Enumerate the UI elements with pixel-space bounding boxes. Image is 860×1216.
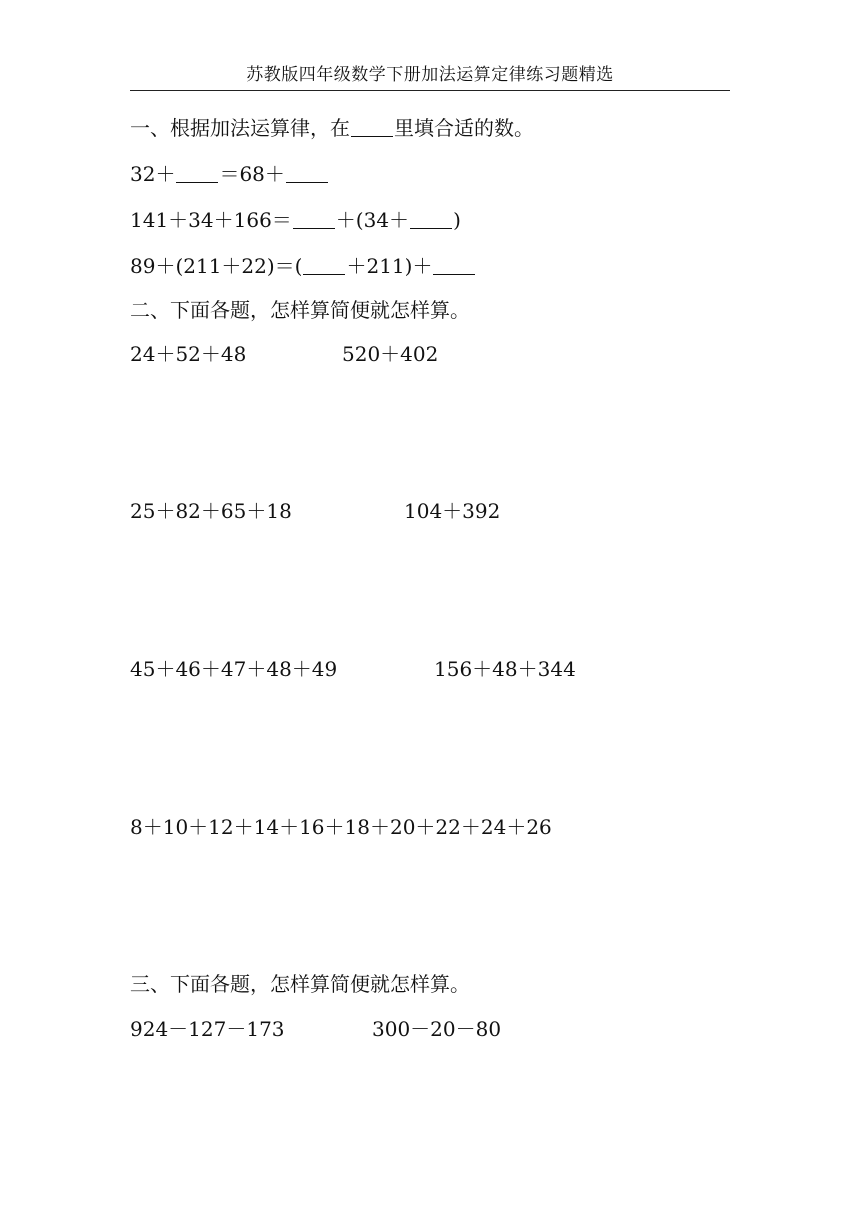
problem-item: 8＋10＋12＋14＋16＋18＋20＋22＋24＋26: [130, 815, 552, 839]
fill-row-3: 89＋(211＋22)＝( ＋211)＋: [130, 252, 476, 280]
fill-row-2: 141＋34＋166＝ ＋(34＋ ): [130, 208, 461, 232]
problem-item: 300－20－80: [372, 1017, 502, 1041]
section3-heading: 三、下面各题，怎样算简便就怎样算。: [130, 972, 470, 996]
answer-blank[interactable]: [293, 208, 335, 229]
section1-heading: 一、根据加法运算律，在 里填合适的数。: [130, 116, 534, 140]
answer-blank[interactable]: [410, 208, 452, 229]
answer-blank[interactable]: [433, 254, 475, 275]
fill-row-1: 32＋ ＝68＋: [130, 160, 329, 188]
problem-item: 25＋82＋65＋18: [130, 499, 292, 523]
answer-blank[interactable]: [176, 162, 218, 183]
problem-item: 24＋52＋48: [130, 342, 247, 366]
problem-item: 45＋46＋47＋48＋49: [130, 657, 338, 681]
answer-blank[interactable]: [303, 254, 345, 275]
section2-heading: 二、下面各题，怎样算简便就怎样算。: [130, 298, 470, 322]
problem-item: 156＋48＋344: [434, 657, 576, 681]
blank: [351, 116, 393, 137]
problem-item: 104＋392: [404, 499, 501, 523]
problem-item: 924－127－173: [130, 1017, 285, 1041]
page-title: 苏教版四年级数学下册加法运算定律练习题精选: [130, 62, 730, 91]
answer-blank[interactable]: [286, 162, 328, 183]
problem-item: 520＋402: [342, 342, 439, 366]
